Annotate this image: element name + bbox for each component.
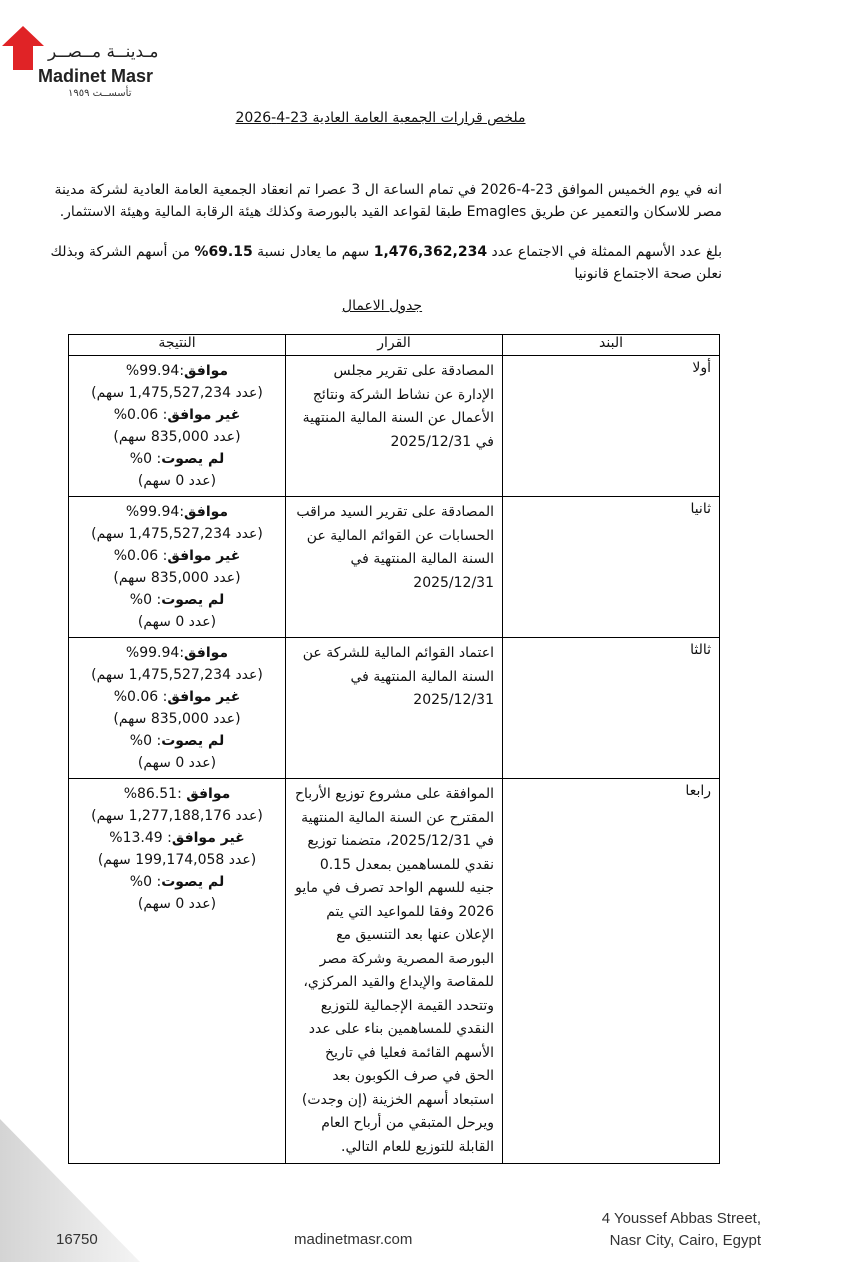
approve-percent: :99.94% bbox=[125, 504, 185, 520]
reject-percent: : 0.06% bbox=[113, 689, 168, 705]
row-decision: المصادقة على تقرير مجلس الإدارة عن نشاط الشركة ونتائج الأعمال عن السنة المالية المنتهية في 2025/12/31 bbox=[286, 356, 503, 497]
approve-count: (عدد 1,475,527,234 سهم) bbox=[91, 526, 263, 542]
address-line-2: Nasr City, Cairo, Egypt bbox=[609, 1232, 761, 1249]
reject-percent: : 0.06% bbox=[113, 407, 168, 423]
table-row bbox=[69, 638, 720, 779]
approve-label: موافق bbox=[184, 504, 229, 520]
row-result bbox=[69, 638, 286, 779]
table-row bbox=[69, 779, 720, 1164]
reject-label: غير موافق bbox=[167, 689, 241, 705]
table-row bbox=[69, 497, 720, 638]
abstain-count: (عدد 0 سهم) bbox=[137, 614, 217, 630]
attendance-text-1: بلغ عدد الأسهم الممثلة في الاجتماع عدد bbox=[487, 244, 722, 260]
abstain-percent: : 0% bbox=[129, 733, 162, 749]
approve-count: (عدد 1,475,527,234 سهم) bbox=[91, 667, 263, 683]
row-item: ثالثا bbox=[503, 638, 720, 779]
row-decision: المصادقة على تقرير السيد مراقب الحسابات عن القوائم المالية عن السنة المالية المنتهية في 2025/12/31 bbox=[286, 497, 503, 638]
reject-label: غير موافق bbox=[167, 548, 241, 564]
attendance-paragraph bbox=[40, 241, 722, 285]
row-item: رابعا bbox=[503, 779, 720, 1164]
approve-count: (عدد 1,277,188,176 سهم) bbox=[91, 808, 263, 824]
abstain-percent: : 0% bbox=[129, 592, 162, 608]
reject-label: غير موافق bbox=[167, 407, 241, 423]
abstain-label: لم يصوت bbox=[161, 874, 225, 890]
table-row bbox=[69, 356, 720, 497]
company-address bbox=[602, 1208, 761, 1252]
approve-percent: :99.94% bbox=[125, 645, 185, 661]
row-result bbox=[69, 356, 286, 497]
logo-arabic-name: مـدينــة مــصــر bbox=[48, 42, 159, 62]
abstain-count: (عدد 0 سهم) bbox=[137, 473, 217, 489]
row-decision: اعتماد القوائم المالية للشركة عن السنة المالية المنتهية في 2025/12/31 bbox=[286, 638, 503, 779]
logo-founded: تأسســت ١٩٥٩ bbox=[68, 88, 132, 99]
reject-count: (عدد 199,174,058 سهم) bbox=[97, 852, 257, 868]
reject-count: (عدد 835,000 سهم) bbox=[113, 570, 241, 586]
reject-percent: : 13.49% bbox=[109, 830, 172, 846]
abstain-label: لم يصوت bbox=[161, 733, 225, 749]
page-code: 16750 bbox=[56, 1231, 98, 1248]
meeting-paragraph: انه في يوم الخميس الموافق 23-4-2026 في تمام الساعة ال 3 عصرا تم انعقاد الجمعية العامة العادية لشركة مدينة مصر للاسكان والتعمير عن طريق Emagles طبقا لقواعد القيد بالبورصة وكذلك هيئة الرقابة المالية وهيئة الاستثمار. bbox=[54, 182, 722, 220]
abstain-count: (عدد 0 سهم) bbox=[137, 896, 217, 912]
agenda-title: جدول الاعمال bbox=[341, 298, 423, 314]
row-item: ثانيا bbox=[503, 497, 720, 638]
abstain-percent: : 0% bbox=[129, 874, 162, 890]
abstain-label: لم يصوت bbox=[161, 592, 225, 608]
row-item: أولا bbox=[503, 356, 720, 497]
row-result bbox=[69, 497, 286, 638]
reject-label: غير موافق bbox=[171, 830, 245, 846]
reject-count: (عدد 835,000 سهم) bbox=[113, 711, 241, 727]
represented-percent: 69.15% bbox=[194, 244, 253, 260]
logo-arrow-icon bbox=[2, 26, 44, 70]
attendance-text-3: من أسهم الشركة وبذلك نعلن صحة الاجتماع قانونيا bbox=[50, 244, 722, 282]
row-result bbox=[69, 779, 286, 1164]
abstain-count: (عدد 0 سهم) bbox=[137, 755, 217, 771]
address-line-1: 4 Youssef Abbas Street, bbox=[601, 1210, 761, 1227]
header-result: النتيجة bbox=[69, 335, 286, 356]
website-link[interactable]: madinetmasr.com bbox=[294, 1231, 413, 1248]
logo-english-name: Madinet Masr bbox=[38, 66, 154, 86]
abstain-label: لم يصوت bbox=[161, 451, 225, 467]
approve-label: موافق bbox=[184, 645, 229, 661]
table-header-row bbox=[69, 335, 720, 356]
represented-shares: 1,476,362,234 bbox=[373, 244, 488, 260]
header-decision: القرار bbox=[286, 335, 503, 356]
resolutions-table bbox=[68, 334, 720, 1164]
approve-percent: :99.94% bbox=[125, 363, 185, 379]
approve-percent: :86.51% bbox=[123, 786, 187, 802]
approve-label: موافق bbox=[186, 786, 231, 802]
approve-label: موافق bbox=[184, 363, 229, 379]
attendance-text-2: سهم ما يعادل نسبة bbox=[252, 244, 374, 260]
row-decision: الموافقة على مشروع توزيع الأرباح المقترح عن السنة المالية المنتهية في 2025/12/31، متضمنا توزيع نقدي للمساهمين بمعدل 0.15 جنيه للسهم الواحد تصرف في مايو 2026 وفقا للمواعيد التي يتم الإعلان عنها بعد التنسيق مع البورصة المصرية وشركة مصر للمقاصة والإيداع والقيد المركزي، وتتحدد القيمة الإجمالية للتوزيع النقدي للمساهمين بناء على عدد الأسهم القائمة فعليا في تاريخ الحق في صرف الكوبون بعد استبعاد أسهم الخزينة (إن وجدت) ويرحل المتبقي من أرباح العام القابلة للتوزيع للعام التالي. bbox=[286, 779, 503, 1164]
abstain-percent: : 0% bbox=[129, 451, 162, 467]
company-logo bbox=[0, 22, 175, 102]
reject-count: (عدد 835,000 سهم) bbox=[113, 429, 241, 445]
header-item: البند bbox=[503, 335, 720, 356]
approve-count: (عدد 1,475,527,234 سهم) bbox=[91, 385, 263, 401]
reject-percent: : 0.06% bbox=[113, 548, 168, 564]
document-title: ملخص قرارات الجمعية العامة العادية 23-4-2026 bbox=[235, 110, 526, 126]
